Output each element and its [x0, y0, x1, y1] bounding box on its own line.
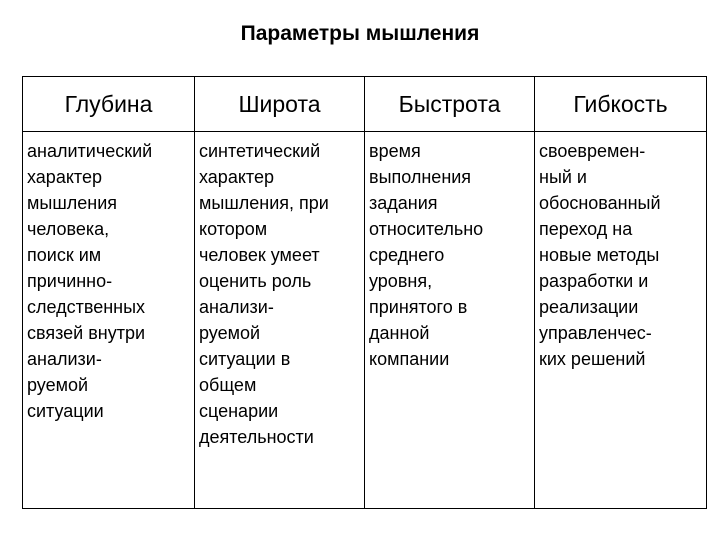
cell-text-line: относительно [369, 219, 484, 239]
cell-text-line: ких решений [539, 349, 646, 369]
header-breadth: Широта [195, 77, 365, 132]
cell-text-line: мышления [27, 193, 118, 213]
table-row [23, 132, 707, 509]
cell-text-line: управленчес- [539, 323, 652, 343]
cell-text-line: поиск им [27, 245, 102, 265]
cell-text-line: общем [199, 375, 257, 395]
table-header-row [23, 77, 707, 132]
cell-text-line: анализи- [27, 349, 102, 369]
header-flexibility: Гибкость [535, 77, 707, 132]
cell-text-line: задания [369, 193, 438, 213]
cell-text-line: причинно- [27, 271, 113, 291]
cell-text-line: сценарии [199, 401, 279, 421]
cell-text-line: ный и [539, 167, 587, 187]
cell-text-line: синтетический [199, 141, 321, 161]
cell-depth [23, 132, 195, 509]
cell-text-line: руемой [27, 375, 89, 395]
page-title: Параметры мышления [240, 22, 480, 45]
cell-text-line: деятельности [199, 427, 314, 447]
cell-text-line: уровня, [369, 271, 433, 291]
cell-speed [365, 132, 535, 509]
cell-text-line: компании [369, 349, 450, 369]
cell-text-line: мышления, при [199, 193, 329, 213]
cell-text-line: разработки и [539, 271, 649, 291]
cell-text-line: новые методы [539, 245, 660, 265]
cell-text-line: человека, [27, 219, 110, 239]
cell-text-line: ситуации в [199, 349, 291, 369]
cell-text-line: котором [199, 219, 268, 239]
cell-text-line: реализации [539, 297, 639, 317]
cell-text-line: принятого в [369, 297, 468, 317]
cell-breadth [195, 132, 365, 509]
cell-text-line: человек умеет [199, 245, 320, 265]
cell-text-line: характер [27, 167, 102, 187]
cell-text-line: переход на [539, 219, 633, 239]
header-speed: Быстрота [365, 77, 535, 132]
cell-text-line: оценить роль [199, 271, 312, 291]
cell-flexibility [535, 132, 707, 509]
cell-text-line: руемой [199, 323, 261, 343]
cell-text-line: связей внутри [27, 323, 146, 343]
cell-text-line: ситуации [27, 401, 104, 421]
cell-text-line: аналитический [27, 141, 153, 161]
cell-text-line: обоснованный [539, 193, 661, 213]
cell-text-line: выполнения [369, 167, 472, 187]
cell-text-line: следственных [27, 297, 146, 317]
cell-text-line: анализи- [199, 297, 274, 317]
cell-text-line: характер [199, 167, 274, 187]
thinking-parameters-table [22, 76, 707, 509]
cell-text-line: своевремен- [539, 141, 646, 161]
header-depth: Глубина [23, 77, 195, 132]
cell-text-line: данной [369, 323, 430, 343]
cell-text-line: среднего [369, 245, 445, 265]
cell-text-line: время [369, 141, 421, 161]
